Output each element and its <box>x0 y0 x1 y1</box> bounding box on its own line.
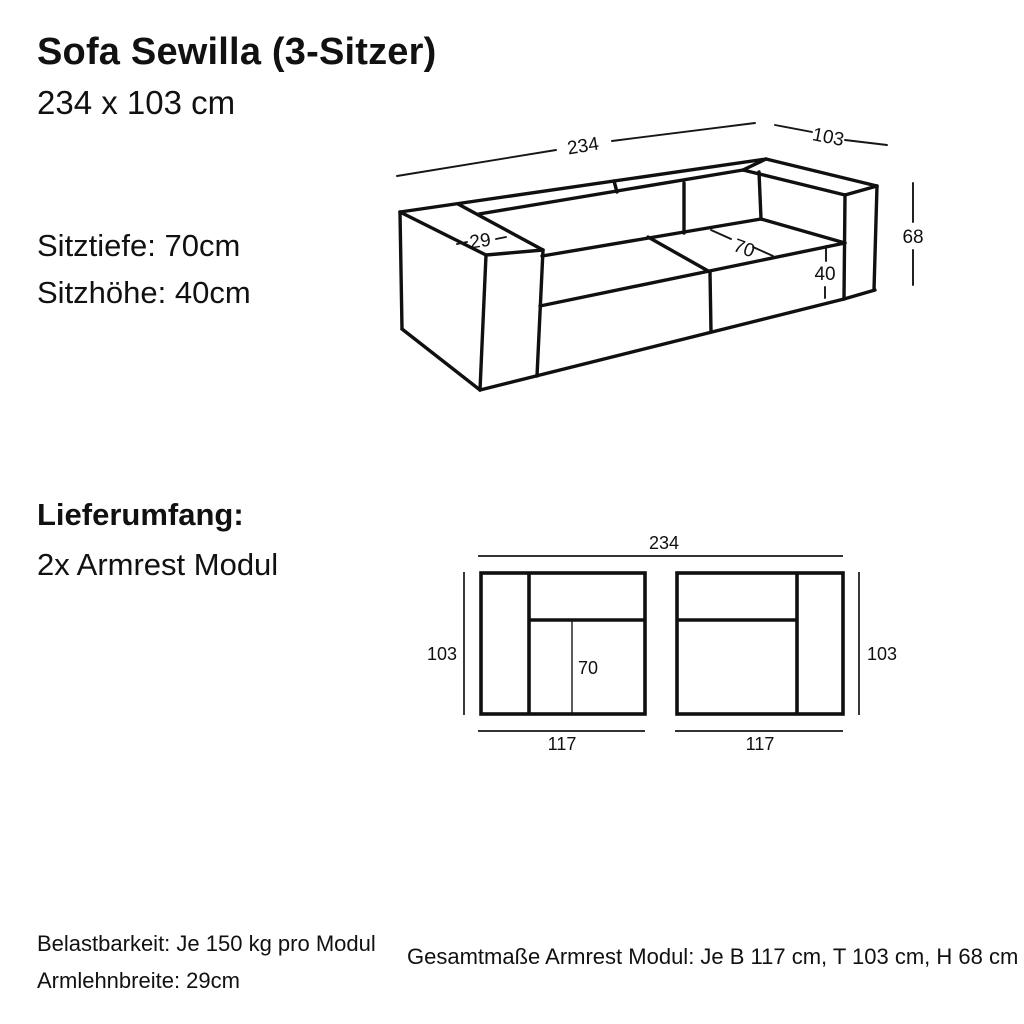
load-capacity-note: Belastbarkeit: Je 150 kg pro Modul <box>37 931 376 956</box>
sofa-isometric-drawing <box>380 100 940 420</box>
module-outlines <box>481 573 843 714</box>
iso-seat-height-label: 40 <box>814 264 836 285</box>
page-subtitle-dimensions: 234 x 103 cm <box>37 84 236 121</box>
left-module-depth-label: 103 <box>426 644 458 664</box>
footer-left-notes <box>37 925 376 999</box>
iso-width-label: 234 <box>565 133 601 160</box>
left-module-seat-depth-label: 70 <box>578 658 599 678</box>
sofa-outline <box>400 159 877 390</box>
iso-depth-label: 103 <box>810 124 846 151</box>
seatdepth-leader-left <box>711 230 731 239</box>
width-dim-line-left <box>397 150 556 176</box>
iso-armrest-width-label: 29 <box>468 229 493 254</box>
module-dimension-lines <box>464 556 859 731</box>
seat-specs <box>37 222 251 316</box>
modules-overall-width-label: 234 <box>648 533 680 553</box>
overall-dimensions-note: Gesamtmaße Armrest Modul: Je B 117 cm, T 103 cm, H 68 cm <box>407 944 1019 969</box>
depth-dim-line-right <box>845 140 887 145</box>
left-module-width-label: 117 <box>547 734 577 754</box>
delivery-heading: Lieferumfang: <box>37 497 244 532</box>
armrest-dim-dash-right <box>496 237 506 239</box>
delivery-item: 2x Armrest Modul <box>37 547 279 582</box>
right-module-depth-label: 103 <box>866 644 898 664</box>
right-module-width-label: 117 <box>745 734 775 754</box>
left-module-outline <box>481 573 645 714</box>
iso-seat-depth-label: 70 <box>730 235 758 263</box>
width-dim-line-right <box>612 123 755 141</box>
module-top-view-drawing <box>420 520 900 760</box>
depth-dim-line-left <box>775 125 812 132</box>
seat-depth-spec: Sitztiefe: 70cm <box>37 228 241 263</box>
seat-height-spec: Sitzhöhe: 40cm <box>37 275 251 310</box>
iso-height-label: 68 <box>902 227 924 248</box>
armrest-width-note: Armlehnbreite: 29cm <box>37 968 240 993</box>
seatdepth-leader-right <box>753 247 773 256</box>
right-module-outline <box>677 573 843 714</box>
page-title: Sofa Sewilla (3-Sitzer) <box>37 31 437 73</box>
